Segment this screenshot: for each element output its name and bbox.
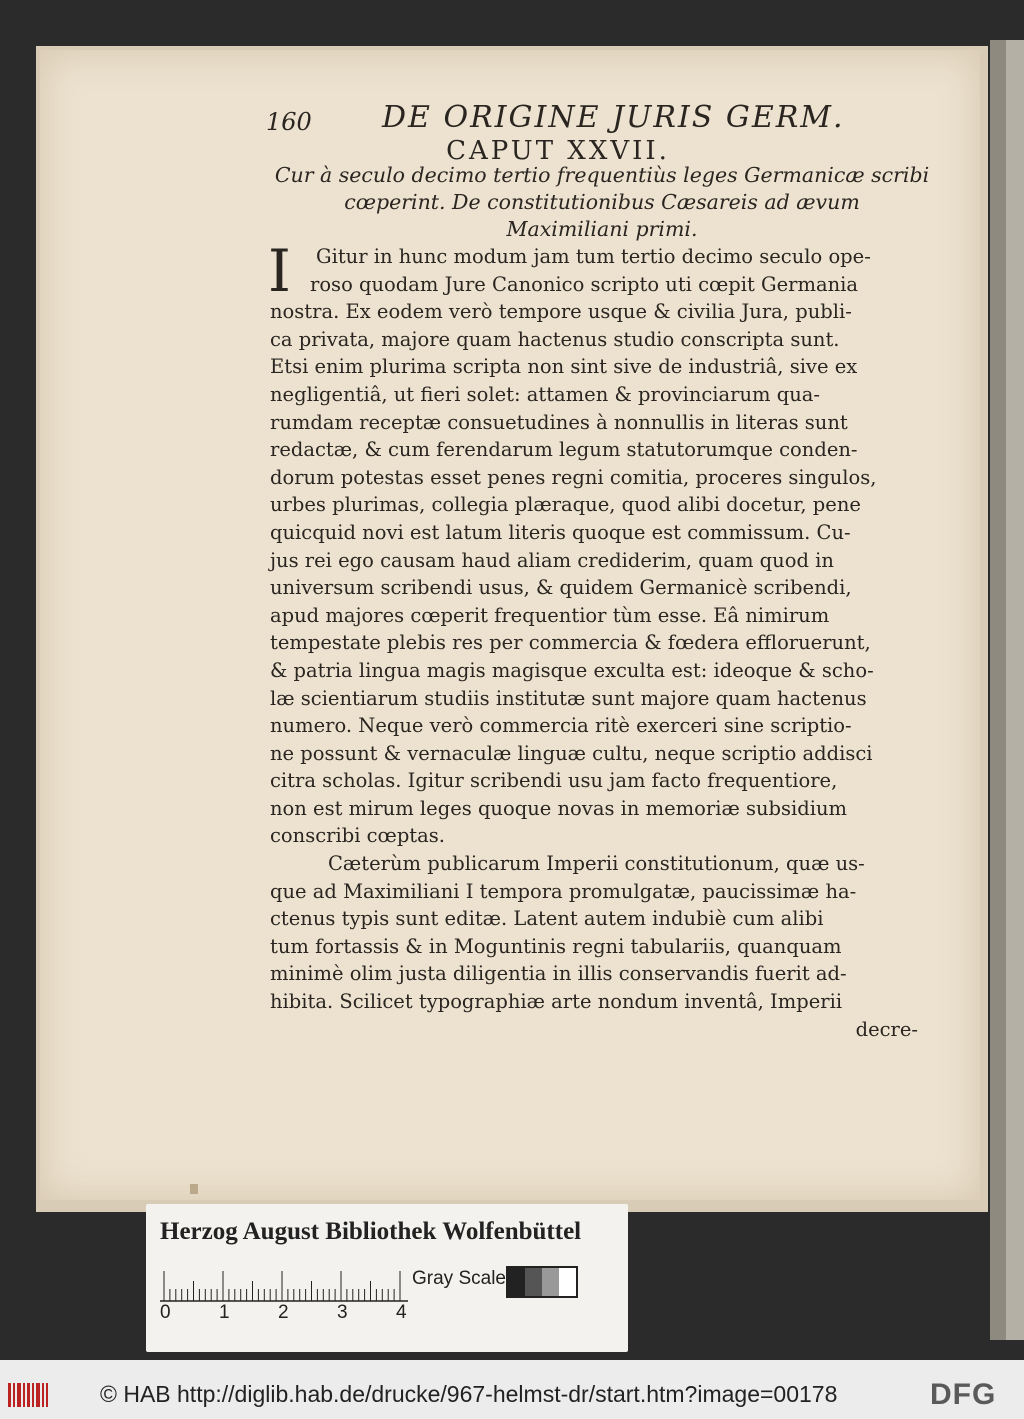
page-marker-tab	[190, 1184, 198, 1194]
book-edge-light	[1006, 40, 1024, 1340]
subtitle-line: Cur à seculo decimo tertio frequentiùs leges Germanicæ scribi	[274, 163, 930, 187]
catchword: decre-	[855, 1017, 918, 1041]
text-line: tempestate plebis res per commercia & fœdera effloruerunt,	[270, 631, 871, 655]
text-line: hibita. Scilicet typographiæ arte nondum inventâ, Imperii	[270, 990, 843, 1014]
text-line: nostra. Ex eodem verò tempore usque & civilia Jura, publi-	[270, 300, 852, 324]
gray-scale-label: Gray Scale	[412, 1268, 506, 1289]
text-line: Etsi enim plurima scripta non sint sive de industriâ, sive ex	[270, 355, 858, 379]
text-line: & patria lingua magis magisque exculta est: ideoque & scho-	[270, 658, 874, 682]
text-line: negligentiâ, ut fieri solet: attamen & provinciarum qua-	[270, 382, 820, 406]
gray-scale-swatch	[506, 1266, 578, 1298]
body-text	[268, 237, 930, 1043]
text-line: læ scientiarum studiis institutæ sunt majore quam hactenus	[270, 686, 867, 710]
dfg-logo: DFG	[930, 1378, 997, 1411]
barcode-icon	[8, 1383, 48, 1407]
chapter-heading: CAPUT XXVII.	[446, 136, 670, 166]
text-line: non est mirum leges quoque novas in memoriæ subsidium	[270, 796, 848, 820]
text-line: quicquid novi est latum literis quoque est commissum. Cu-	[270, 520, 851, 544]
ruler-number: 2	[278, 1302, 289, 1323]
text-line: que ad Maximiliani I tempora promulgatæ, paucissimæ ha-	[270, 879, 857, 903]
text-line: dorum potestas esset penes regni comitia, proceres singulos,	[270, 465, 877, 489]
subtitle-line: Maximiliani primi.	[506, 217, 698, 241]
text-line: apud majores cœperit frequentior tùm esse. Eâ nimirum	[270, 603, 830, 627]
copyright-link[interactable]: © HAB http://diglib.hab.de/drucke/967-helmst-dr/start.htm?image=00178	[100, 1381, 838, 1407]
running-head: DE ORIGINE JURIS GERM.	[382, 100, 845, 135]
text-line: citra scholas. Igitur scribendi usu jam facto frequentiore,	[270, 769, 838, 793]
library-color-card	[146, 1204, 628, 1352]
chapter-subtitle	[262, 162, 942, 243]
text-line: ctenus typis sunt editæ. Latent autem indubiè cum alibi	[270, 907, 824, 931]
text-line: jus rei ego causam haud aliam crediderim, quam quod in	[270, 548, 834, 572]
text-line: minimè olim justa diligentia in illis conservandis fuerit ad-	[270, 962, 847, 986]
text-line: ne possunt & vernaculæ linguæ cultu, neque scriptio addisci	[270, 741, 873, 765]
text-line: Gitur in hunc modum jam tum tertio decimo seculo ope-	[316, 245, 871, 268]
text-line: universum scribendi usus, & quidem Germanicè scribendi,	[270, 576, 852, 600]
drop-cap: I	[268, 237, 291, 305]
library-name: Herzog August Bibliothek Wolfenbüttel	[160, 1218, 582, 1245]
subtitle-line: cœperint. De constitutionibus Cæsareis ad ævum	[344, 190, 860, 214]
text-line: numero. Neque verò commercia ritè exerceri sine scriptio-	[270, 714, 852, 738]
text-line: urbes plurimas, collegia plæraque, quod alibi docetur, pene	[270, 493, 861, 517]
text-line: Cæterùm publicarum Imperii constitutionum, quæ us-	[328, 852, 865, 876]
ruler-number: 4	[396, 1302, 407, 1323]
text-line: redactæ, & cum ferendarum legum statutorumque conden-	[270, 438, 858, 462]
text-line: ca privata, majore quam hactenus studio conscripta sunt.	[270, 327, 840, 351]
text-line: conscribi cœptas.	[270, 824, 445, 848]
ruler-scale	[160, 1266, 408, 1302]
text-line: roso quodam Jure Canonico scripto uti cœpit Germania	[310, 272, 859, 296]
ruler-number: 1	[219, 1302, 230, 1323]
ruler-number: 3	[337, 1302, 348, 1323]
text-line: rumdam receptæ consuetudines à nonnullis in literas sunt	[270, 410, 848, 434]
ruler-number: 0	[160, 1302, 171, 1323]
text-line: tum fortassis & in Moguntinis regni tabulariis, quanquam	[270, 934, 842, 958]
page-number: 160	[266, 108, 312, 136]
